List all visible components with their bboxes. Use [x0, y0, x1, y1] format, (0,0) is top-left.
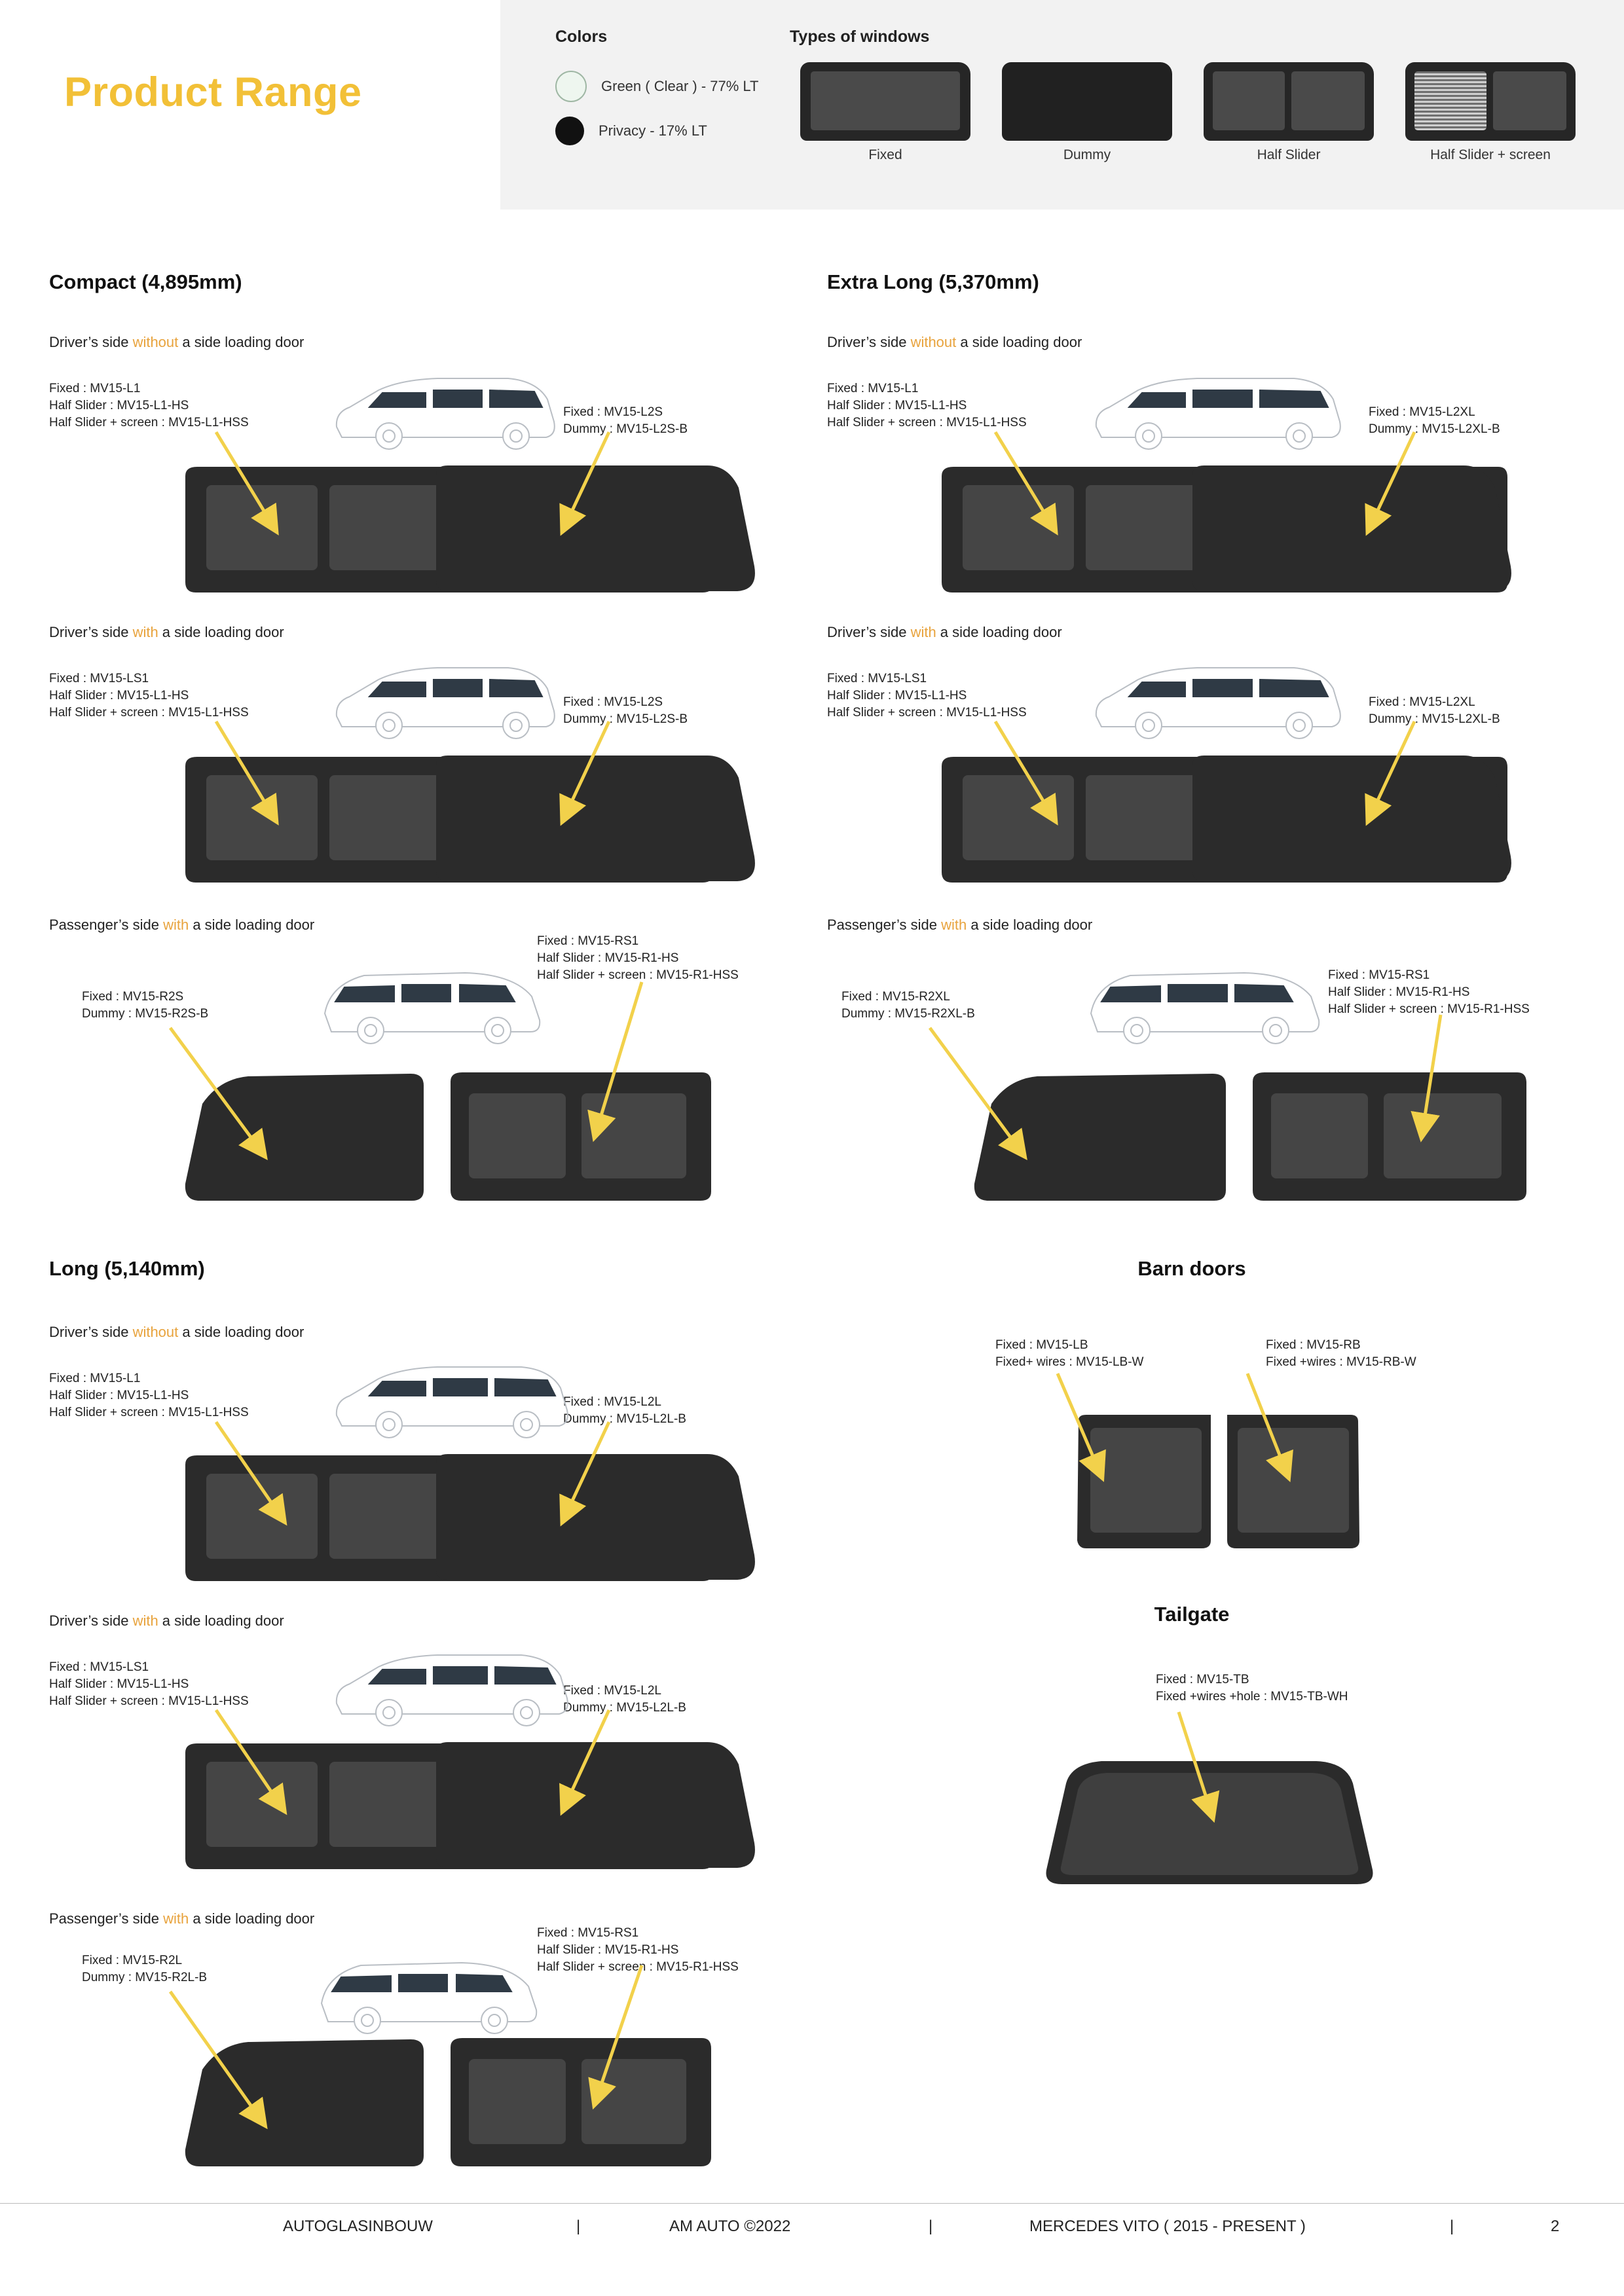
- van-illustration-xl-driver-no-door: [1087, 367, 1349, 458]
- code-line: Fixed : MV15-RS1: [1328, 968, 1430, 982]
- xl-row2-panel-right: [1189, 752, 1516, 889]
- footer-model: MERCEDES VITO ( 2015 - PRESENT ): [1029, 2217, 1306, 2235]
- long-row2-sub-a: Driver’s side: [49, 1613, 133, 1629]
- long-row2-sub-b: a side loading door: [158, 1613, 284, 1629]
- long-row1-subtitle: [49, 1324, 304, 1341]
- code-line: Fixed : MV15-L1: [49, 382, 141, 395]
- compact-row1-panel-right: [432, 462, 760, 599]
- code-line: Half Slider + screen : MV15-L1-HSS: [49, 416, 249, 429]
- window-type-half-slider-screen-label: Half Slider + screen: [1430, 147, 1551, 162]
- code-line: Half Slider : MV15-L1-HS: [49, 689, 189, 702]
- long-row1-sub-a: Driver’s side: [49, 1324, 133, 1340]
- xl-row1-sub-hl: without: [910, 334, 957, 350]
- code-line: Fixed : MV15-L2S: [563, 695, 663, 709]
- legend-color-privacy-label: Privacy - 17% LT: [599, 122, 707, 139]
- legend-color-privacy: [555, 117, 707, 145]
- long-row3-right-codes: [537, 1925, 739, 1976]
- van-illustration-compact-driver-door: [327, 656, 563, 748]
- compact-row3-panel-right: [445, 1067, 720, 1208]
- van-illustration-long-driver-no-door: [327, 1355, 576, 1447]
- code-line: Fixed : MV15-LS1: [49, 672, 149, 685]
- compact-row3-sub-hl: with: [163, 917, 189, 933]
- footer-sep-1: |: [576, 2217, 581, 2235]
- code-line: Dummy : MV15-R2S-B: [82, 1007, 209, 1021]
- code-line: Fixed : MV15-RS1: [537, 934, 639, 948]
- window-types-title: Types of windows: [790, 27, 930, 46]
- code-line: Fixed : MV15-LS1: [49, 1660, 149, 1674]
- footer-page-number: 2: [1551, 2217, 1560, 2235]
- code-line: Half Slider + screen : MV15-L1-HSS: [49, 1694, 249, 1708]
- code-line: Dummy : MV15-L2S-B: [563, 422, 688, 436]
- code-line: Half Slider : MV15-L1-HS: [49, 1389, 189, 1402]
- code-line: Half Slider + screen : MV15-L1-HSS: [827, 706, 1027, 720]
- compact-row3-right-codes: [537, 933, 739, 984]
- code-line: Half Slider + screen : MV15-R1-HSS: [1328, 1002, 1530, 1016]
- window-sample-half-slider-screen: [1405, 62, 1576, 141]
- code-line: Half Slider : MV15-L1-HS: [827, 399, 967, 412]
- xl-row3-panel-right: [1247, 1067, 1536, 1208]
- code-line: Fixed : MV15-R2L: [82, 1954, 183, 1967]
- code-line: Dummy : MV15-R2XL-B: [841, 1007, 975, 1021]
- compact-row2-left-codes: [49, 670, 249, 721]
- van-illustration-xl-passenger: [1067, 961, 1329, 1053]
- compact-row1-right-codes: [563, 404, 688, 438]
- xl-row1-subtitle: [827, 334, 1082, 351]
- section-title-extra-long: Extra Long (5,370mm): [827, 270, 1039, 293]
- xl-row3-sub-b: a side loading door: [967, 917, 1093, 933]
- footer: [0, 2203, 1624, 2249]
- section-title-tailgate: Tailgate: [1154, 1603, 1230, 1626]
- window-sample-dummy: [1002, 62, 1172, 141]
- legend-color-green-label: Green ( Clear ) - 77% LT: [601, 78, 759, 94]
- long-row3-sub-hl: with: [163, 1910, 189, 1927]
- xl-row2-left-codes: [827, 670, 1027, 721]
- compact-row2-panel-right: [432, 752, 760, 889]
- long-row3-sub-b: a side loading door: [189, 1910, 315, 1927]
- code-line: Fixed : MV15-L2L: [563, 1684, 661, 1698]
- compact-row3-sub-b: a side loading door: [189, 917, 315, 933]
- long-row3-panel-right: [445, 2033, 720, 2174]
- xl-row3-sub-hl: with: [941, 917, 967, 933]
- xl-row2-sub-b: a side loading door: [936, 624, 1062, 640]
- code-line: Fixed : MV15-RS1: [537, 1926, 639, 1940]
- barn-door-right-panel: [1226, 1411, 1383, 1555]
- code-line: Fixed +wires : MV15-RB-W: [1266, 1355, 1416, 1369]
- van-illustration-long-passenger: [298, 1951, 547, 2043]
- tailgate-codes: [1156, 1671, 1348, 1705]
- compact-row1-sub-a: Driver’s side: [49, 334, 133, 350]
- long-row1-right-codes: [563, 1394, 686, 1428]
- compact-row3-subtitle: [49, 917, 314, 934]
- barn-right-codes: [1266, 1337, 1416, 1371]
- xl-row1-right-codes: [1369, 404, 1500, 438]
- code-line: Half Slider + screen : MV15-R1-HSS: [537, 968, 739, 982]
- xl-row3-subtitle: [827, 917, 1092, 934]
- code-line: Half Slider + screen : MV15-R1-HSS: [537, 1960, 739, 1974]
- long-row1-left-codes: [49, 1370, 249, 1421]
- xl-row3-panel-left: [969, 1067, 1244, 1208]
- code-line: Fixed+ wires : MV15-LB-W: [995, 1355, 1144, 1369]
- xl-row2-sub-hl: with: [910, 624, 936, 640]
- compact-row1-subtitle: [49, 334, 304, 351]
- xl-row1-left-codes: [827, 380, 1027, 431]
- long-row1-sub-b: a side loading door: [178, 1324, 304, 1340]
- code-line: Fixed : MV15-RB: [1266, 1338, 1361, 1352]
- xl-row2-right-codes: [1369, 694, 1500, 728]
- barn-left-codes: [995, 1337, 1143, 1371]
- section-title-compact: Compact (4,895mm): [49, 270, 242, 293]
- code-line: Fixed : MV15-L2S: [563, 405, 663, 419]
- long-row2-left-codes: [49, 1659, 249, 1710]
- xl-row3-right-codes: [1328, 967, 1530, 1018]
- xl-row2-sub-a: Driver’s side: [827, 624, 911, 640]
- xl-row2-subtitle: [827, 624, 1062, 641]
- code-line: Fixed : MV15-R2S: [82, 990, 184, 1004]
- footer-sep-3: |: [1450, 2217, 1454, 2235]
- code-line: Fixed +wires +hole : MV15-TB-WH: [1156, 1690, 1348, 1704]
- code-line: Half Slider + screen : MV15-L1-HSS: [827, 416, 1027, 429]
- compact-row3-sub-a: Passenger’s side: [49, 917, 164, 933]
- xl-row1-sub-a: Driver’s side: [827, 334, 911, 350]
- code-line: Fixed : MV15-R2XL: [841, 990, 950, 1004]
- compact-row2-sub-a: Driver’s side: [49, 624, 133, 640]
- code-line: Dummy : MV15-L2XL-B: [1369, 712, 1500, 726]
- page-title: Product Range: [64, 69, 362, 115]
- footer-sep-2: |: [929, 2217, 933, 2235]
- van-illustration-compact-passenger: [301, 961, 550, 1053]
- tailgate-panel: [1041, 1755, 1382, 1892]
- long-row3-panel-left: [180, 2033, 442, 2174]
- code-line: Half Slider + screen : MV15-L1-HSS: [49, 1406, 249, 1419]
- code-line: Fixed : MV15-L1: [827, 382, 919, 395]
- window-sample-half-slider: [1204, 62, 1374, 141]
- color-swatch-green: [555, 71, 587, 102]
- code-line: Dummy : MV15-L2L-B: [563, 1412, 686, 1426]
- section-title-barn-doors: Barn doors: [1137, 1257, 1246, 1280]
- footer-brand: AM AUTO ©2022: [669, 2217, 791, 2235]
- code-line: Half Slider : MV15-R1-HS: [537, 1943, 679, 1957]
- long-row3-sub-a: Passenger’s side: [49, 1910, 164, 1927]
- colors-legend-title: Colors: [555, 27, 608, 46]
- long-row2-sub-hl: with: [132, 1613, 158, 1629]
- xl-row3-left-codes: [841, 989, 975, 1023]
- compact-row3-left-codes: [82, 989, 208, 1023]
- compact-row3-panel-left: [180, 1067, 442, 1208]
- window-sample-fixed: [800, 62, 970, 141]
- screen-mesh-icon: [1414, 71, 1486, 130]
- code-line: Dummy : MV15-R2L-B: [82, 1971, 208, 1984]
- van-illustration-long-driver-door: [327, 1643, 576, 1735]
- xl-row1-panel-right: [1189, 462, 1516, 599]
- window-type-half-slider: [1204, 62, 1374, 163]
- long-row1-sub-hl: without: [132, 1324, 179, 1340]
- code-line: Half Slider : MV15-L1-HS: [49, 1677, 189, 1691]
- window-type-fixed: [800, 62, 970, 163]
- window-type-fixed-label: Fixed: [868, 147, 902, 162]
- window-type-dummy-label: Dummy: [1063, 147, 1111, 162]
- long-row3-left-codes: [82, 1952, 207, 1986]
- xl-row3-sub-a: Passenger’s side: [827, 917, 942, 933]
- xl-row1-sub-b: a side loading door: [956, 334, 1082, 350]
- van-illustration-compact-driver-no-door: [327, 367, 563, 458]
- long-row2-subtitle: [49, 1613, 284, 1630]
- window-sample-half-slider-screen-pane: [1493, 71, 1566, 130]
- long-row2-panel-right: [432, 1738, 760, 1876]
- code-line: Fixed : MV15-LB: [995, 1338, 1088, 1352]
- section-title-long: Long (5,140mm): [49, 1257, 205, 1280]
- window-sample-half-slider-pane-right: [1291, 71, 1365, 130]
- code-line: Fixed : MV15-TB: [1156, 1673, 1249, 1686]
- code-line: Fixed : MV15-L1: [49, 1372, 141, 1385]
- window-type-dummy: [1002, 62, 1172, 163]
- compact-row2-subtitle: [49, 624, 284, 641]
- color-swatch-privacy: [555, 117, 584, 145]
- long-row3-subtitle: [49, 1910, 314, 1927]
- code-line: Fixed : MV15-L2XL: [1369, 695, 1475, 709]
- van-illustration-xl-driver-door: [1087, 656, 1349, 748]
- code-line: Half Slider : MV15-L1-HS: [827, 689, 967, 702]
- barn-door-left-panel: [1064, 1411, 1221, 1555]
- code-line: Half Slider : MV15-R1-HS: [1328, 985, 1470, 999]
- code-line: Half Slider : MV15-R1-HS: [537, 951, 679, 965]
- legend-color-green: [555, 71, 758, 102]
- compact-row1-sub-hl: without: [132, 334, 179, 350]
- code-line: Fixed : MV15-L2XL: [1369, 405, 1475, 419]
- window-sample-fixed-pane: [811, 71, 960, 130]
- compact-row1-sub-b: a side loading door: [178, 334, 304, 350]
- code-line: Fixed : MV15-LS1: [827, 672, 927, 685]
- code-line: Half Slider + screen : MV15-L1-HSS: [49, 706, 249, 720]
- code-line: Dummy : MV15-L2S-B: [563, 712, 688, 726]
- code-line: Dummy : MV15-L2XL-B: [1369, 422, 1500, 436]
- window-sample-half-slider-pane-left: [1213, 71, 1285, 130]
- code-line: Fixed : MV15-L2L: [563, 1395, 661, 1409]
- compact-row2-right-codes: [563, 694, 688, 728]
- compact-row2-sub-b: a side loading door: [158, 624, 284, 640]
- compact-row1-left-codes: [49, 380, 249, 431]
- window-type-half-slider-screen: [1405, 62, 1576, 163]
- code-line: Half Slider : MV15-L1-HS: [49, 399, 189, 412]
- long-row2-right-codes: [563, 1683, 686, 1717]
- code-line: Dummy : MV15-L2L-B: [563, 1701, 686, 1715]
- window-type-half-slider-label: Half Slider: [1257, 147, 1321, 162]
- footer-company: AUTOGLASINBOUW: [283, 2217, 433, 2235]
- long-row1-panel-right: [432, 1450, 760, 1588]
- compact-row2-sub-hl: with: [132, 624, 158, 640]
